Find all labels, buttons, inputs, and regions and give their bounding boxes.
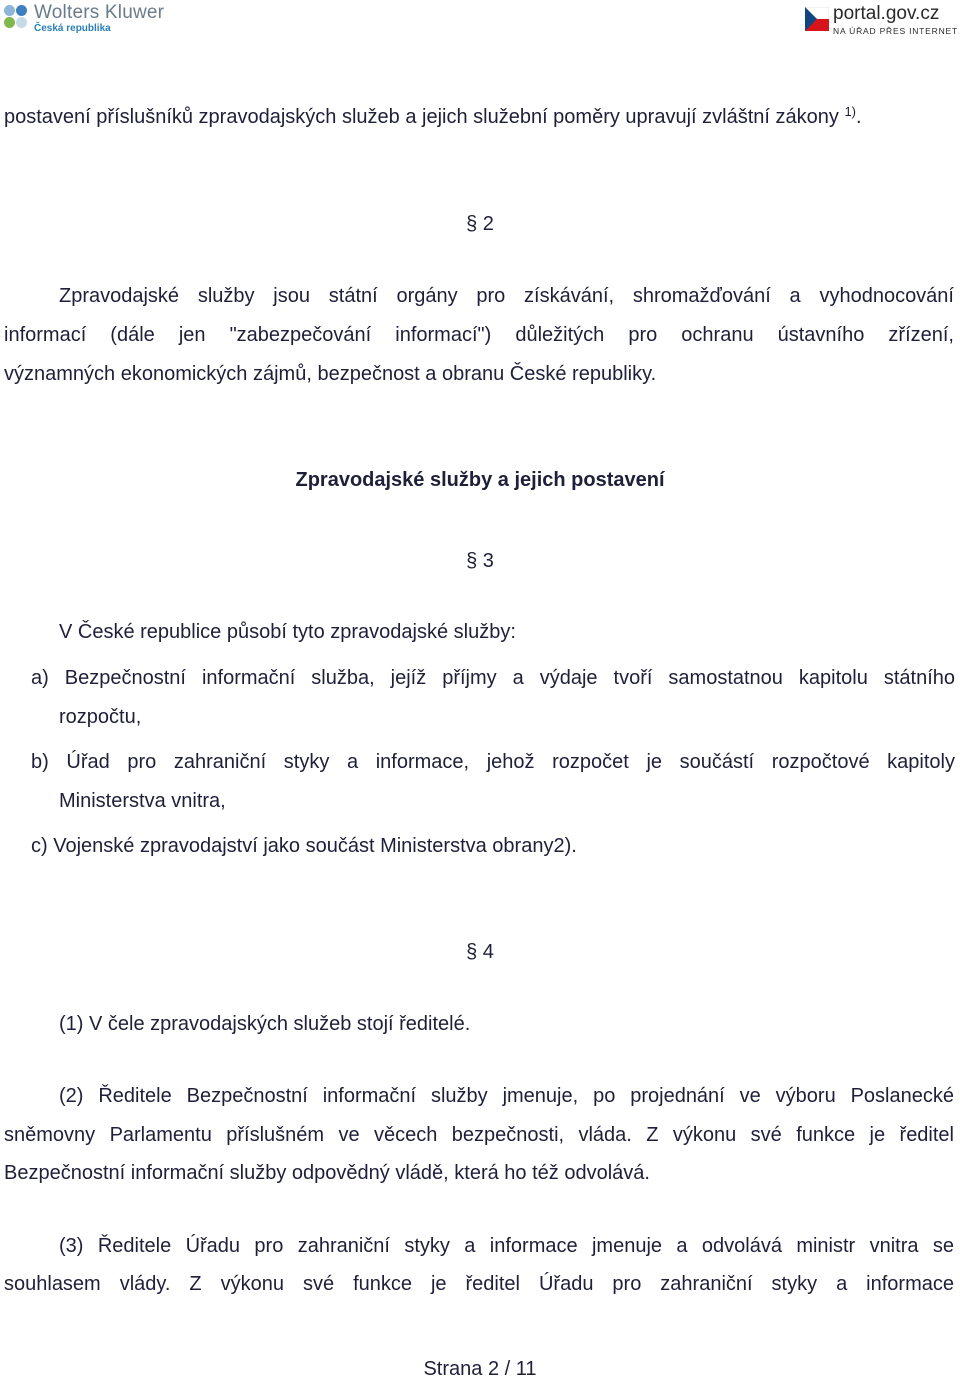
page-number: Strana 2 / 11 [423, 1358, 537, 1380]
s4-para-3-line-2: souhlasem vlády. Z výkonu své funkce je ředitel Úřadu pro zahraniční styky a informace [4, 1273, 954, 1295]
section-heading: Zpravodajské služby a jejich postavení [295, 469, 665, 491]
section-2-title: § 2 [466, 213, 494, 235]
wolters-kluwer-icon [2, 3, 30, 31]
s2-line-2: informací (dále jen "zabezpečování informací") důležitých pro ochranu ústavního zřízení, [4, 324, 954, 346]
wolters-kluwer-brand: Wolters Kluwer [34, 2, 165, 23]
s3-item-a-cont: rozpočtu, [59, 706, 142, 728]
section-4-title: § 4 [466, 941, 494, 963]
s4-para-2-line-3: Bezpečnostní informační služby odpovědný vládě, která ho též odvolává. [4, 1162, 650, 1184]
page-header [0, 0, 960, 40]
s3-item-b: b) Úřad pro zahraniční styky a informace, jehož rozpočet je součástí rozpočtové kapitoly [31, 751, 955, 773]
s4-para-2-line-2: sněmovny Parlamentu příslušném ve věcech bezpečnosti, vláda. Z výkonu své funkce je ředitel [4, 1124, 954, 1146]
section-3-title: § 3 [466, 550, 494, 572]
intro-line [4, 105, 862, 129]
s3-item-a: a) Bezpečnostní informační služba, jejíž příjmy a výdaje tvoří samostatnou kapitolu státního [31, 667, 955, 689]
wolters-kluwer-sub: Česká republika [34, 23, 111, 34]
portal-gov-brand: portal.gov.cz [833, 3, 940, 24]
wolters-kluwer-logo [2, 3, 164, 34]
intro-end: . [856, 106, 862, 128]
s4-para-2-line-1: (2) Ředitele Bezpečnostní informační služby jmenuje, po projednání ve výboru Poslanecké [59, 1085, 954, 1107]
czech-flag-icon [805, 7, 829, 31]
intro-text: postavení příslušníků zpravodajských služeb a jejich služební poměry upravují zvláštní zákony [4, 106, 839, 128]
portal-gov-logo [805, 4, 958, 36]
s4-para-1: (1) V čele zpravodajských služeb stojí ředitelé. [59, 1013, 471, 1035]
s3-item-b-cont: Ministerstva vnitra, [59, 790, 226, 812]
intro-footnote-ref: 1) [844, 104, 856, 119]
s2-line-3: významných ekonomických zájmů, bezpečnost a obranu České republiky. [4, 363, 657, 385]
s2-line-1: Zpravodajské služby jsou státní orgány pro získávání, shromažďování a vyhodnocování [59, 285, 954, 307]
s3-intro: V České republice působí tyto zpravodajské služby: [59, 621, 516, 643]
s3-item-c: c) Vojenské zpravodajství jako součást Ministerstva obrany2). [31, 835, 577, 857]
s4-para-3-line-1: (3) Ředitele Úřadu pro zahraniční styky a informace jmenuje a odvolává ministr vnitra se [59, 1235, 954, 1257]
portal-gov-sub: NA ÚŘAD PŘES INTERNET [833, 26, 958, 36]
